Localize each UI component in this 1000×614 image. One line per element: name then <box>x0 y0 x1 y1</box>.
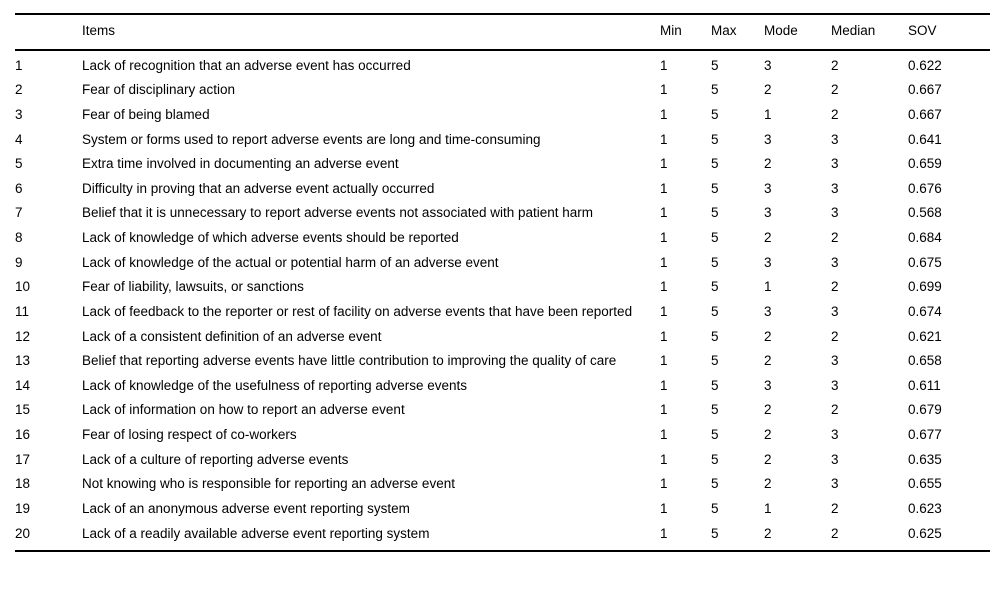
row-number-cell: 5 <box>15 156 23 172</box>
max-cell: 5 <box>711 131 719 147</box>
sov-cell: 0.667 <box>908 82 942 98</box>
sov-cell: 0.641 <box>908 131 942 147</box>
header-cell-sov: SOV <box>908 23 937 38</box>
table-row <box>15 226 990 251</box>
mode-cell: 2 <box>764 525 772 541</box>
max-cell: 5 <box>711 156 719 172</box>
max-cell: 5 <box>711 180 719 196</box>
max-cell: 5 <box>711 205 719 221</box>
median-cell: 3 <box>831 476 839 492</box>
median-cell: 3 <box>831 303 839 319</box>
table-row <box>15 497 990 522</box>
median-cell: 3 <box>831 156 839 172</box>
mode-cell: 3 <box>764 303 772 319</box>
mode-cell: 1 <box>764 500 772 516</box>
row-number-cell: 8 <box>15 230 23 245</box>
row-number-cell: 18 <box>15 476 31 492</box>
row-number-cell: 19 <box>15 500 31 516</box>
item-cell: Belief that it is unnecessary to report adverse events not associated with patient harm <box>82 205 594 221</box>
sov-cell: 0.658 <box>908 353 942 369</box>
mode-cell: 1 <box>764 106 772 122</box>
min-cell: 1 <box>660 106 668 122</box>
min-cell: 1 <box>660 156 668 172</box>
table-row <box>15 152 990 177</box>
sov-cell: 0.699 <box>908 279 942 295</box>
min-cell: 1 <box>660 254 668 270</box>
max-cell: 5 <box>711 254 719 270</box>
table-row <box>15 201 990 226</box>
mode-cell: 3 <box>764 254 772 270</box>
max-cell: 5 <box>711 57 719 73</box>
row-number-cell: 2 <box>15 82 23 98</box>
min-cell: 1 <box>660 328 668 344</box>
row-number-cell: 3 <box>15 106 23 122</box>
mode-cell: 2 <box>764 156 772 172</box>
item-cell: Extra time involved in documenting an adverse event <box>82 156 399 172</box>
sov-cell: 0.677 <box>908 427 942 442</box>
sov-cell: 0.659 <box>908 156 942 172</box>
item-cell: Lack of an anonymous adverse event reporting system <box>82 500 410 516</box>
items-statistics-table <box>15 13 990 552</box>
sov-cell: 0.676 <box>908 180 942 196</box>
row-number-cell: 12 <box>15 328 31 344</box>
item-cell: Lack of a readily available adverse event reporting system <box>82 525 430 541</box>
median-cell: 3 <box>831 254 839 270</box>
min-cell: 1 <box>660 402 668 418</box>
mode-cell: 1 <box>764 279 772 295</box>
item-cell: Lack of knowledge of the actual or potential harm of an adverse event <box>82 254 499 270</box>
table-row <box>15 103 990 128</box>
table-row <box>15 349 990 374</box>
item-cell: Difficulty in proving that an adverse event actually occurred <box>82 180 435 196</box>
sov-cell: 0.623 <box>908 500 942 516</box>
row-number-cell: 10 <box>15 279 31 295</box>
header-cell-median: Median <box>831 23 876 38</box>
min-cell: 1 <box>660 303 668 319</box>
header-cell-items: Items <box>82 23 116 38</box>
sov-cell: 0.667 <box>908 106 942 122</box>
min-cell: 1 <box>660 230 668 245</box>
row-number-cell: 4 <box>15 131 23 147</box>
item-cell: Lack of knowledge of the usefulness of reporting adverse events <box>82 377 467 393</box>
sov-cell: 0.568 <box>908 205 942 221</box>
median-cell: 2 <box>831 82 839 98</box>
item-cell: Lack of information on how to report an adverse event <box>82 402 405 418</box>
median-cell: 2 <box>831 279 839 295</box>
median-cell: 3 <box>831 451 839 467</box>
row-number-cell: 13 <box>15 353 31 369</box>
mode-cell: 2 <box>764 328 772 344</box>
min-cell: 1 <box>660 180 668 196</box>
table-row <box>15 423 990 448</box>
header-cell-number <box>15 14 82 50</box>
sov-cell: 0.625 <box>908 525 942 541</box>
min-cell: 1 <box>660 427 668 442</box>
sov-cell: 0.655 <box>908 476 942 492</box>
max-cell: 5 <box>711 500 719 516</box>
mode-cell: 3 <box>764 180 772 196</box>
item-cell: Belief that reporting adverse events have little contribution to improving the quality of care <box>82 353 617 369</box>
median-cell: 3 <box>831 377 839 393</box>
row-number-cell: 15 <box>15 402 31 418</box>
item-cell: Lack of a consistent definition of an adverse event <box>82 328 382 344</box>
item-cell: Not knowing who is responsible for reporting an adverse event <box>82 476 455 492</box>
min-cell: 1 <box>660 377 668 393</box>
mode-cell: 2 <box>764 82 772 98</box>
header-cell-min: Min <box>660 23 682 38</box>
min-cell: 1 <box>660 205 668 221</box>
mode-cell: 3 <box>764 377 772 393</box>
item-cell: System or forms used to report adverse events are long and time-consuming <box>82 131 541 147</box>
median-cell: 3 <box>831 180 839 196</box>
table-row <box>15 374 990 399</box>
table-row <box>15 300 990 325</box>
table-row <box>15 472 990 497</box>
header-cell-mode: Mode <box>764 23 798 38</box>
header-cell-max: Max <box>711 23 737 38</box>
median-cell: 3 <box>831 427 839 442</box>
min-cell: 1 <box>660 57 668 73</box>
max-cell: 5 <box>711 328 719 344</box>
max-cell: 5 <box>711 377 719 393</box>
sov-cell: 0.675 <box>908 254 942 270</box>
table-row <box>15 50 990 79</box>
table-row <box>15 325 990 350</box>
min-cell: 1 <box>660 476 668 492</box>
table-row <box>15 522 990 552</box>
item-cell: Lack of knowledge of which adverse events should be reported <box>82 230 459 245</box>
item-cell: Fear of being blamed <box>82 106 210 122</box>
max-cell: 5 <box>711 402 719 418</box>
median-cell: 2 <box>831 328 839 344</box>
median-cell: 3 <box>831 131 839 147</box>
row-number-cell: 11 <box>15 303 30 319</box>
row-number-cell: 9 <box>15 254 23 270</box>
max-cell: 5 <box>711 230 719 245</box>
row-number-cell: 14 <box>15 377 31 393</box>
sov-cell: 0.635 <box>908 451 942 467</box>
max-cell: 5 <box>711 106 719 122</box>
item-cell: Lack of a culture of reporting adverse events <box>82 451 349 467</box>
row-number-cell: 6 <box>15 180 23 196</box>
max-cell: 5 <box>711 525 719 541</box>
min-cell: 1 <box>660 131 668 147</box>
min-cell: 1 <box>660 451 668 467</box>
table-row <box>15 78 990 103</box>
mode-cell: 2 <box>764 451 772 467</box>
mode-cell: 3 <box>764 205 772 221</box>
row-number-cell: 1 <box>15 57 23 73</box>
item-cell: Lack of recognition that an adverse event has occurred <box>82 57 411 73</box>
mode-cell: 2 <box>764 230 772 245</box>
item-cell: Fear of losing respect of co-workers <box>82 427 297 442</box>
table-body <box>15 50 990 552</box>
table-row <box>15 251 990 276</box>
min-cell: 1 <box>660 82 668 98</box>
table-row <box>15 128 990 153</box>
table-header-row <box>15 14 990 50</box>
median-cell: 2 <box>831 57 839 73</box>
row-number-cell: 16 <box>15 427 31 442</box>
min-cell: 1 <box>660 525 668 541</box>
min-cell: 1 <box>660 500 668 516</box>
item-cell: Lack of feedback to the reporter or rest of facility on adverse events that have been reported <box>82 303 633 319</box>
sov-cell: 0.611 <box>908 377 941 393</box>
max-cell: 5 <box>711 451 719 467</box>
mode-cell: 3 <box>764 57 772 73</box>
mode-cell: 2 <box>764 427 772 442</box>
median-cell: 2 <box>831 402 839 418</box>
table-row <box>15 177 990 202</box>
min-cell: 1 <box>660 353 668 369</box>
max-cell: 5 <box>711 427 719 442</box>
row-number-cell: 20 <box>15 525 31 541</box>
table-row <box>15 275 990 300</box>
table-row <box>15 398 990 423</box>
sov-cell: 0.674 <box>908 303 942 319</box>
min-cell: 1 <box>660 279 668 295</box>
max-cell: 5 <box>711 353 719 369</box>
median-cell: 2 <box>831 230 839 245</box>
max-cell: 5 <box>711 279 719 295</box>
median-cell: 2 <box>831 525 839 541</box>
mode-cell: 3 <box>764 131 772 147</box>
row-number-cell: 17 <box>15 451 31 467</box>
mode-cell: 2 <box>764 402 772 418</box>
table-row <box>15 448 990 473</box>
median-cell: 2 <box>831 106 839 122</box>
item-cell: Fear of disciplinary action <box>82 82 236 98</box>
item-cell: Fear of liability, lawsuits, or sanctions <box>82 279 304 295</box>
median-cell: 3 <box>831 205 839 221</box>
sov-cell: 0.621 <box>908 328 942 344</box>
sov-cell: 0.622 <box>908 57 942 73</box>
sov-cell: 0.684 <box>908 230 942 245</box>
max-cell: 5 <box>711 303 719 319</box>
max-cell: 5 <box>711 82 719 98</box>
max-cell: 5 <box>711 476 719 492</box>
median-cell: 3 <box>831 353 839 369</box>
mode-cell: 2 <box>764 476 772 492</box>
sov-cell: 0.679 <box>908 402 942 418</box>
median-cell: 2 <box>831 500 839 516</box>
row-number-cell: 7 <box>15 205 23 221</box>
mode-cell: 2 <box>764 353 772 369</box>
table-header <box>15 14 990 50</box>
